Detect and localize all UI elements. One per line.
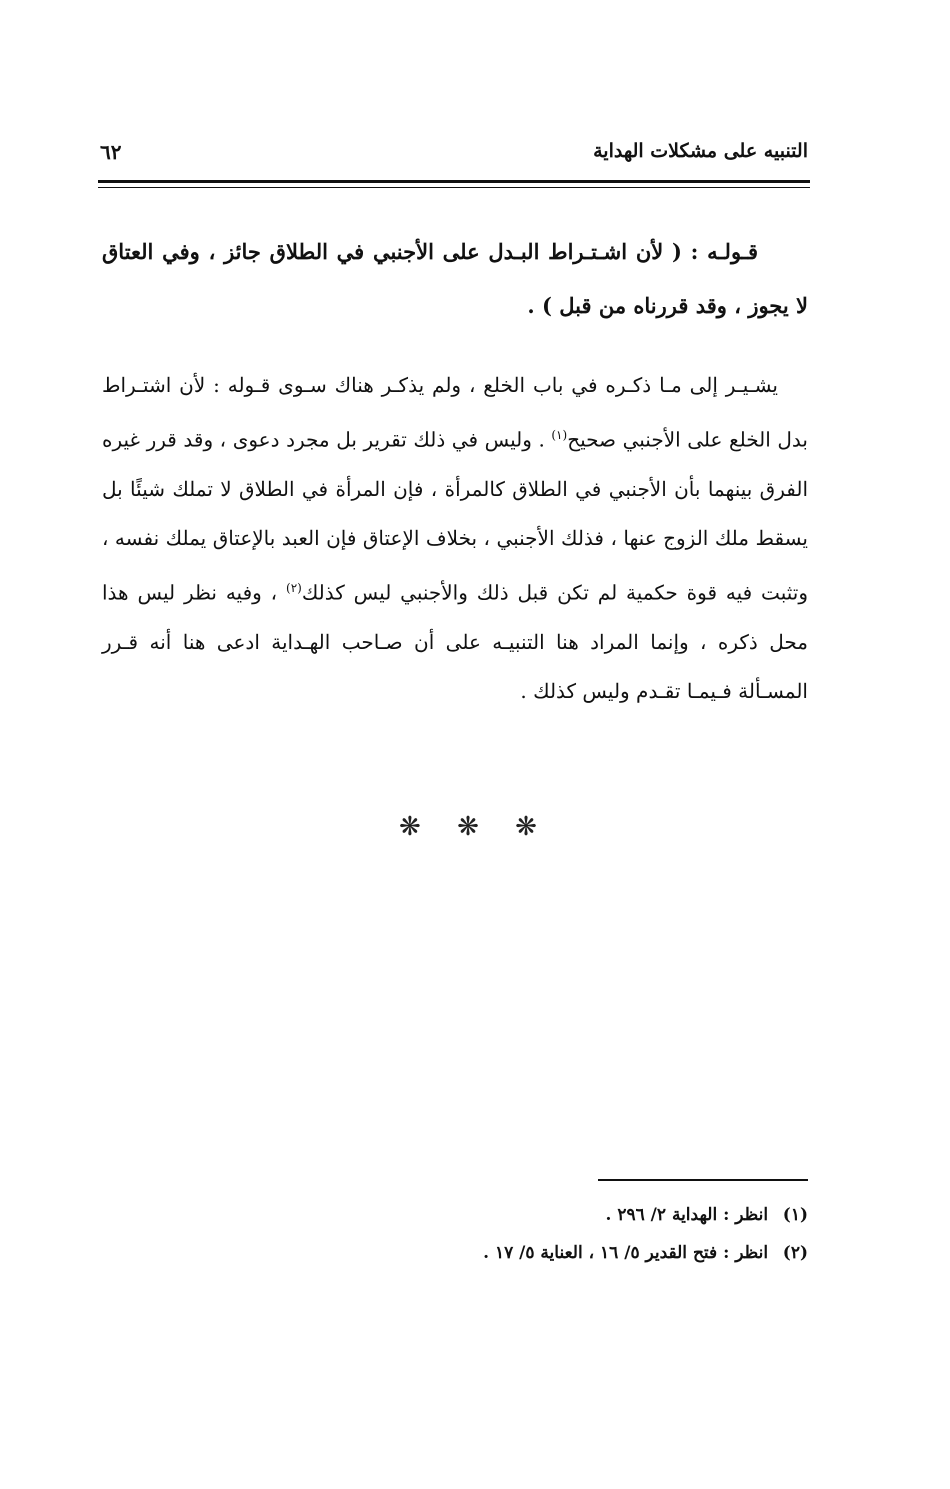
main-text xyxy=(102,225,808,717)
header-title: التنبيه على مشكلات الهداية xyxy=(593,140,808,162)
footnote-number: (١) xyxy=(782,1205,808,1225)
running-header xyxy=(100,140,808,180)
footnote-text: انظر : الهداية ٢/ ٢٩٦ . xyxy=(605,1205,769,1225)
footnote-2 xyxy=(102,1234,808,1272)
footnote-1 xyxy=(102,1196,808,1234)
footnote-rule xyxy=(598,1179,808,1181)
commentary-text-3: ، وفيه نظر ليس هذا محل ذكره ، وإنما المراد هنا التنبيـه على أن صـاحب الهـداية ادعى هنا أنه قـرر المسـألة فـيمـا تقـدم وليس كذلك . xyxy=(102,580,808,704)
section-separator: ❋ ❋ ❋ xyxy=(399,812,551,842)
header-rule-thin xyxy=(98,187,810,188)
commentary-text-1: يشـيـر إلى مـا ذكـره في باب الخلع ، ولم يذكـر هناك سـوى قـوله : لأن اشتـراط بدل الخلع على الأجنبي صحيح xyxy=(102,373,808,452)
quoted-passage: قـولـه : ( لأن اشـتـراط البـدل على الأجنبي في الطلاق جائز ، وفي العتاق لا يجوز ، وقد قررناه من قبل ) . xyxy=(102,239,808,318)
header-rule-thick xyxy=(98,180,810,183)
footnote-number: (٢) xyxy=(782,1243,808,1263)
footnote-text: انظر : فتح القدير ٥/ ١٦ ، العناية ٥/ ١٧ . xyxy=(483,1243,769,1263)
page-number: ٦٢ xyxy=(100,140,122,164)
footnotes xyxy=(102,1196,808,1272)
footnote-ref-1[interactable]: (١) xyxy=(551,427,568,442)
footnote-ref-2[interactable]: (٢) xyxy=(286,580,302,595)
commentary-text-2: . وليس في ذلك تقرير بل مجرد دعوى ، وقد قرر غيره الفرق بينهما بأن الأجنبي في الطلاق كالمرأة ، فإن المرأة في الطلاق لا تملك شيئًا بل يسقط ملك الزوج عنها ، فذلك الأجنبي ، بخلاف الإعتاق فإن العبد بالإعتاق يملك نفسه ، وتثبت فيه قوة حكمية لم تكن قبل ذلك والأجنبي ليس كذلك xyxy=(102,427,808,605)
commentary-paragraph xyxy=(102,361,808,717)
